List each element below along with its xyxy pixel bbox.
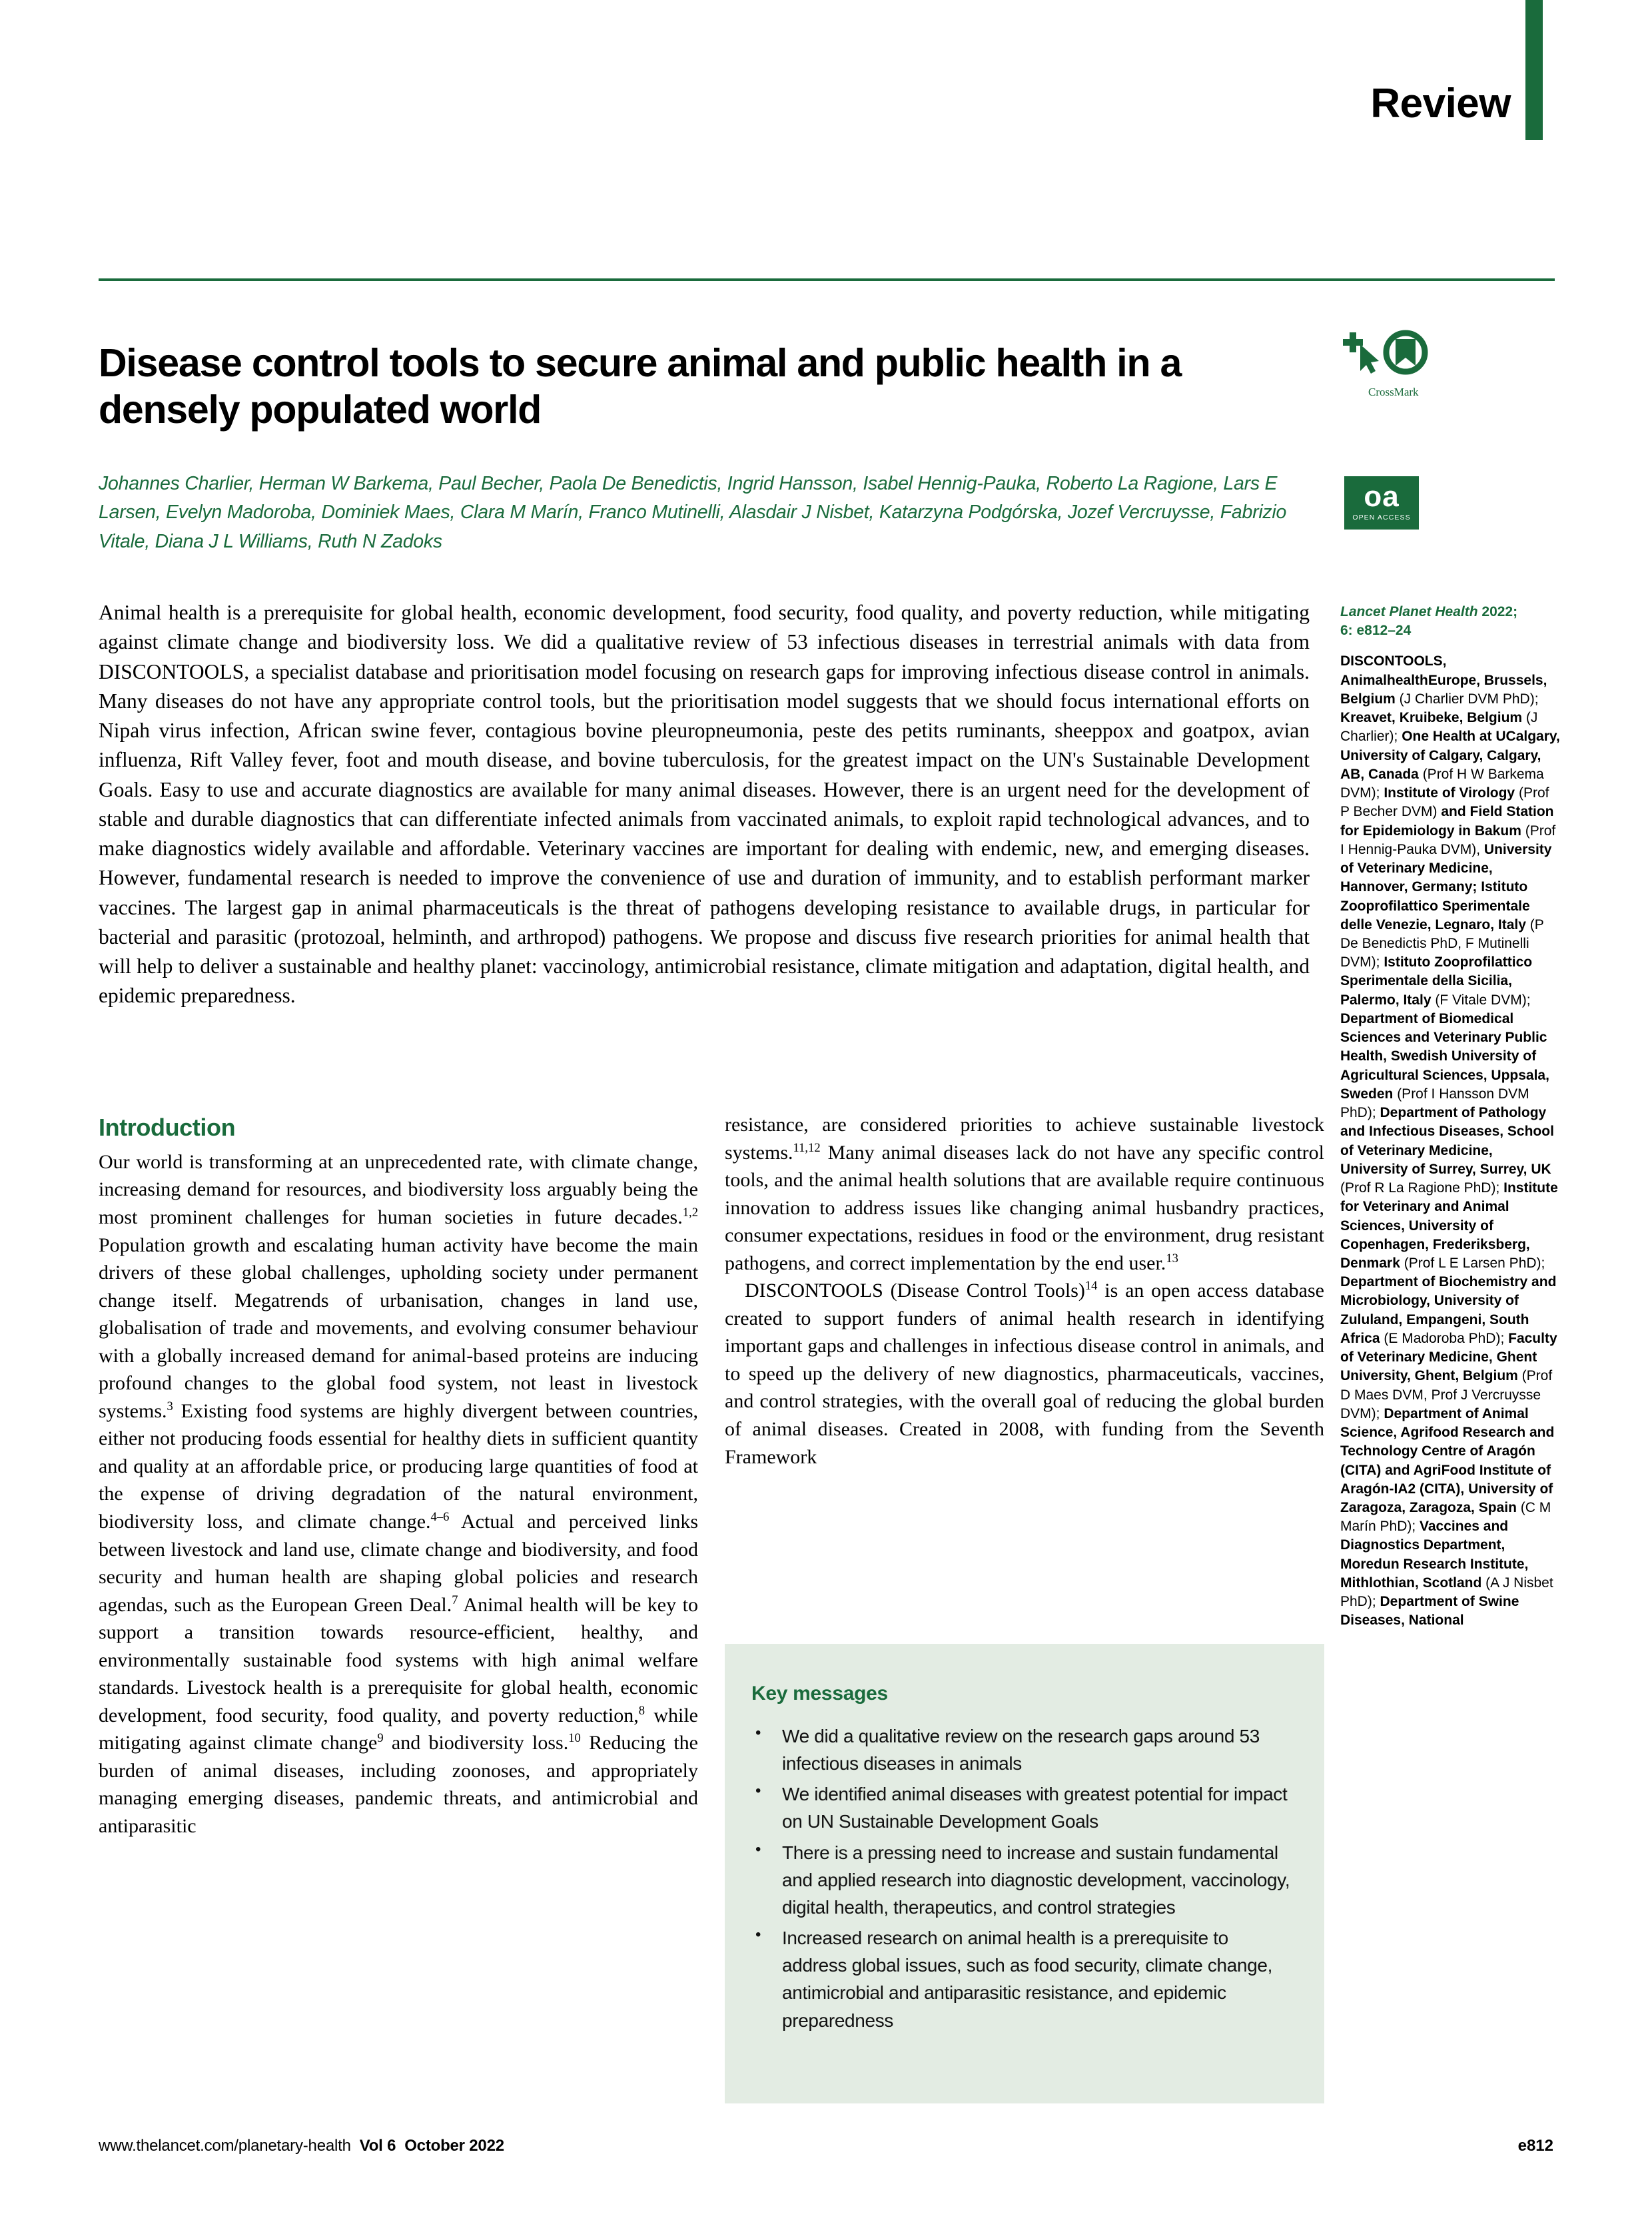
review-accent-bar — [1525, 0, 1543, 140]
crossmark-badge[interactable] — [1339, 330, 1439, 410]
abstract-text: Animal health is a prerequisite for global health, economic development, food security, food quality, and poverty reduction, while mitigating against climate change and biodiversity loss. We did a qualitative review of 53 infectious diseases in terrestrial animals with data from DISCONTOOLS, a specialist database and prioritisation model focusing on research gaps for improving infectious disease control in animals. Many diseases do not have any appropriate control tools, but the prioritisation model suggests that we should focus international efforts on Nipah virus infection, African swine fever, contagious bovine pleuropneumonia, peste des petits ruminants, sheeppox and goatpox, avian influenza, Rift Valley fever, foot and mouth disease, and bovine tuberculosis, for the greatest impact on the UN's Sustainable Development Goals. Easy to use and accurate diagnostics are available for many animal diseases. However, there is an urgent need for the development of stable and durable diagnostics that can differentiate infected animals from vaccinated animals, to exploit rapid technological advances, and to make diagnostics widely available and affordable. Veterinary vaccines are important for dealing with endemic, new, and emerging diseases. However, fundamental research is needed to improve the convenience of use and duration of immunity, and to establish performant marker vaccines. The largest gap in animal pharmaceuticals is the threat of pathogens developing resistance to available drugs, in particular for bacterial and parasitic (protozoal, helminth, and arthropod) pathogens. We propose and discuss five research priorities for animal health that will help to deliver a sustainable and healthy planet: vaccinology, antimicrobial resistance, climate mitigation and adaptation, digital health, and epidemic preparedness. — [99, 601, 1310, 1008]
footer-volume: Vol 6 — [359, 2137, 396, 2155]
footer-issue-date: October 2022 — [404, 2137, 504, 2155]
key-messages-title: Key messages — [751, 1682, 888, 1704]
footer-url[interactable]: www.thelancet.com/planetary-health — [99, 2137, 351, 2155]
page-title: Disease control tools to secure animal and public health in a densely populated world — [99, 340, 1182, 432]
intro-paragraph-2: resistance, are considered priorities to achieve sustainable livestock systems.$^{11,12}$ Many animal diseases lack do not have any specific control tools, and the animal health solutions that are available require continuous innovation to address issues like changing animal husbandry practices, consumer expectations, residues in food or the environment, drug resistant pathogens, and correct implementation by the end user.$^{13}$ — [725, 1114, 1324, 1274]
affiliations-sidebar — [1340, 603, 1560, 1631]
footer-source[interactable] — [99, 2137, 504, 2155]
list-item: • Increased research on animal health is a prerequisite to address global issues, such as food security, climate change, antimicrobial and antiparasitic resistance, and epidemic preparedness — [751, 1924, 1292, 2034]
open-access-label: OPEN ACCESS — [1352, 514, 1411, 522]
list-item: • We identified animal diseases with greatest potential for impact on UN Sustainable Development Goals — [751, 1780, 1292, 1835]
page-number: e812 — [1517, 2137, 1553, 2155]
journal-citation — [1340, 603, 1560, 640]
author-list: Johannes Charlier, Herman W Barkema, Paul Becher, Paola De Benedictis, Ingrid Hansson, Isabel Hennig-Pauka, Roberto La Ragione, Lars E Larsen, Evelyn Madoroba, Dominiek Maes, Clara M Marín, Franco Mutinelli, Alasdair J Nisbet, Katarzyna Podgórska, Jozef Vercruysse, Fabrizio Vitale, Diana J L Williams, Ruth N Zadoks — [99, 473, 1287, 552]
key-messages-panel — [725, 1644, 1324, 2103]
body-column-right — [725, 1111, 1324, 1471]
intro-paragraph-1: Our world is transforming at an unprecedented rate, with climate change, increasing demand for resources, and biodiversity loss arguably being the most prominent challenges for human societies in future decades.$^{1,2}$ Population growth and escalating human activity have become the main drivers of these global challenges, upholding society under permanent change itself. Megatrends of urbanisation, changes in land use, globalisation of trade and movements, and evolving consumer behaviour with a globally increased demand for animal-based proteins are inducing profound changes to the global food system, not least in livestock systems.$^3$ Existing food systems are highly divergent between countries, either not producing foods essential for healthy diets in sufficient quantity and quality at an affordable price, or producing large quantities of food at the expense of driving degradation of the natural environment, biodiversity loss, and climate change.$^{4-6}$ Actual and perceived links between livestock and land use, climate change and biodiversity, and food security and human health are shaping global policies and research agendas, such as the European Green Deal.$^7$ Animal health will be key to support a transition towards resource-efficient, healthy, and environmentally sustainable food systems with high animal welfare standards. Livestock health is a prerequisite for global health, economic development, food security, food quality, and poverty reduction,$^8$ while mitigating against climate change$^9$ and biodiversity loss.$^{10}$ Reducing the burden of animal diseases, including zoonoses, and appropriately managing emerging diseases, pandemic threats, and antimicrobial and antiparasitic — [99, 1150, 698, 1837]
affiliations-text: DISCONTOOLS, AnimalhealthEurope, Brussels, Belgium (J Charlier DVM PhD); Kreavet, Kruibeke, Belgium (J Charlier); One Health at UCalgary, University of Calgary, Calgary, AB, Canada (Prof H W Barkema DVM); Institute of Virology (Prof P Becher DVM) and Field Station for Epidemiology in Bakum (Prof I Hennig-Pauka DVM), University of Veterinary Medicine, Hannover, Germany; Istituto Zooprofilattico Sperimentale delle Venezie, Legnaro, Italy (P De Benedictis PhD, F Mutinelli DVM); Istituto Zooprofilattico Sperimentale della Sicilia, Palermo, Italy (F Vitale DVM); Department of Biomedical Sciences and Veterinary Public Health, Swedish University of Agricultural Sciences, Uppsala, Sweden (Prof I Hansson DVM PhD); Department of Pathology and Infectious Diseases, School of Veterinary Medicine, University of Surrey, Surrey, UK (Prof R La Ragione PhD); Institute for Veterinary and Animal Sciences, University of Copenhagen, Frederiksberg, Denmark (Prof L E Larsen PhD); Department of Biochemistry and Microbiology, University of Zululand, Empangeni, South Africa (E Madoroba PhD); Faculty of Veterinary Medicine, Ghent University, Ghent, Belgium (Prof D Maes DVM, Prof J Vercruysse DVM); Department of Animal Science, Agrifood Research and Technology Centre of Aragón (CITA) and AgriFood Institute of Aragón-IA2 (CITA), University of Zaragoza, Zaragoza, Spain (C M Marín PhD); Vaccines and Diagnostics Department, Moredun Research Institute, Mithlothian, Scotland (A J Nisbet PhD); Department of Swine Diseases, National — [1340, 653, 1560, 1629]
section-heading-introduction: Introduction — [99, 1114, 236, 1141]
crossmark-icon — [1339, 330, 1439, 383]
citation-pages: 6: e812–24 — [1340, 623, 1412, 639]
open-access-mark: oa — [1364, 480, 1400, 513]
header-divider-rule — [99, 278, 1555, 281]
key-messages-list — [725, 1722, 1324, 2034]
article-type-label: Review — [1370, 81, 1511, 127]
citation-year: 2022; — [1477, 604, 1518, 619]
open-access-badge[interactable] — [1344, 476, 1419, 530]
crossmark-label: CrossMark — [1368, 386, 1419, 398]
list-item: • There is a pressing need to increase and sustain fundamental and applied research into diagnostic development, vaccinology, digital health, therapeutics, and control strategies — [751, 1839, 1292, 1921]
journal-name: Lancet Planet Health — [1340, 604, 1478, 619]
body-column-left — [99, 1111, 698, 1840]
list-item: • We did a qualitative review on the research gaps around 53 infectious diseases in animals — [751, 1722, 1292, 1777]
intro-paragraph-3: DISCONTOOLS (Disease Control Tools)$^{14}$ is an open access database created to support funders of animal health research in identifying important gaps and challenges in infectious disease control in animals, and to speed up the delivery of new diagnostics, pharmaceuticals, vaccines, and control strategies, with the overall goal of reducing the global burden of animal diseases. Created in 2008, with funding from the Seventh Framework — [725, 1279, 1324, 1468]
